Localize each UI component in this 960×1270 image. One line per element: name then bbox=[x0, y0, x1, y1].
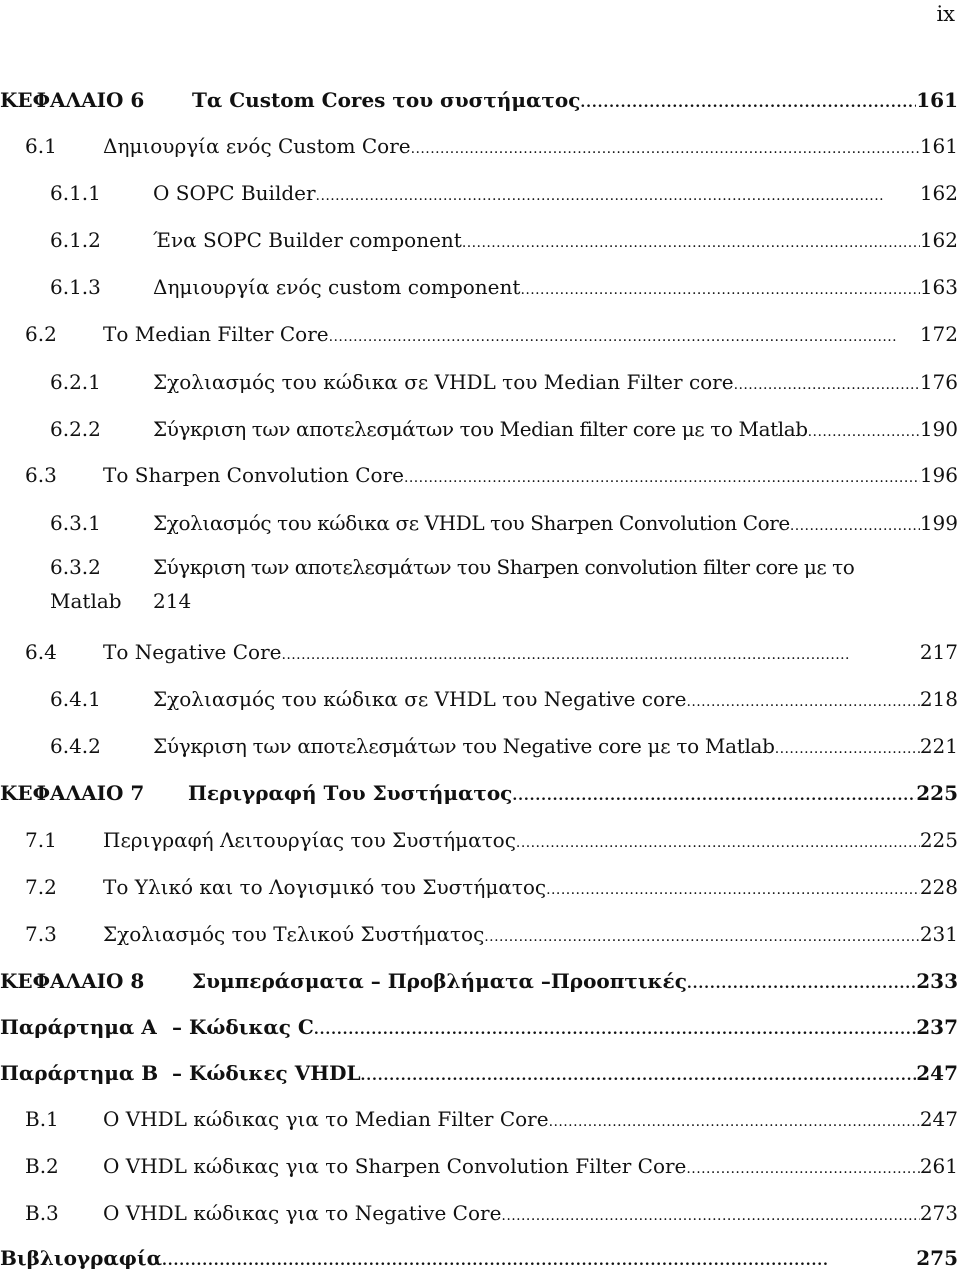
dot-leader bbox=[361, 1061, 917, 1085]
toc-section-7-1[interactable] bbox=[0, 818, 958, 852]
toc-appendix-a[interactable] bbox=[0, 1005, 958, 1039]
toc-title: Ο VHDL κώδικας για το Sharpen Convolution Filter Core bbox=[103, 1154, 687, 1178]
toc-number: 6.1.1 bbox=[50, 181, 101, 205]
toc-page: 273 bbox=[919, 1201, 958, 1225]
dot-leader bbox=[580, 88, 916, 112]
toc-page: 161 bbox=[916, 88, 958, 112]
dot-leader bbox=[734, 370, 920, 394]
toc-page: 162 bbox=[919, 228, 958, 252]
toc-number: 6.1.3 bbox=[50, 275, 101, 299]
toc-number: 6.4 bbox=[25, 640, 57, 664]
toc-number: Β.2 bbox=[25, 1154, 59, 1178]
toc-section-6-2-1[interactable] bbox=[0, 360, 958, 394]
toc-section-b-3[interactable] bbox=[0, 1191, 958, 1225]
toc-appendix-b[interactable] bbox=[0, 1051, 958, 1085]
toc-section-6-1-2[interactable] bbox=[0, 218, 958, 252]
toc-number: 6.2.2 bbox=[50, 417, 101, 441]
dot-leader bbox=[520, 275, 919, 299]
toc-section-6-3[interactable] bbox=[0, 453, 958, 487]
dot-leader bbox=[316, 181, 920, 205]
toc-section-6-3-1[interactable] bbox=[0, 501, 958, 535]
dot-leader bbox=[411, 134, 920, 158]
toc-title-continuation: Matlab bbox=[50, 589, 122, 613]
toc-page: 261 bbox=[919, 1154, 958, 1178]
toc-section-6-4-1[interactable] bbox=[0, 677, 958, 711]
toc-title: Ο VHDL κώδικας για το Median Filter Core bbox=[103, 1107, 549, 1131]
toc-title: Βιβλιογραφία bbox=[0, 1246, 162, 1270]
toc-number: Παράρτημα Β bbox=[0, 1061, 159, 1085]
toc-page: 176 bbox=[919, 370, 958, 394]
toc-number: Β.1 bbox=[25, 1107, 59, 1131]
toc-number: 6.2 bbox=[25, 322, 57, 346]
dot-leader bbox=[329, 322, 920, 346]
toc-page: 172 bbox=[919, 322, 958, 346]
page-number: ix bbox=[936, 2, 955, 26]
toc-page: 163 bbox=[919, 275, 958, 299]
toc-page: 218 bbox=[919, 687, 958, 711]
toc-title: Σχολιασμός του κώδικα σε VHDL του Sharpen Convolution Core bbox=[153, 511, 790, 535]
dot-leader bbox=[462, 228, 920, 252]
toc-section-7-3[interactable] bbox=[0, 912, 958, 946]
toc-page: 225 bbox=[916, 781, 958, 805]
dot-leader bbox=[162, 1246, 916, 1270]
toc-section-6-2[interactable] bbox=[0, 312, 958, 346]
toc-number: 7.2 bbox=[25, 875, 57, 899]
toc-page: 247 bbox=[919, 1107, 958, 1131]
toc-page: 231 bbox=[919, 922, 958, 946]
toc-section-6-1-1[interactable] bbox=[0, 171, 958, 205]
toc-number: 6.2.1 bbox=[50, 370, 101, 394]
toc-bibliography[interactable] bbox=[0, 1236, 958, 1270]
toc-chapter-6[interactable] bbox=[0, 78, 958, 112]
toc-section-6-1[interactable] bbox=[0, 124, 958, 158]
toc-title: – Κώδικες VHDL bbox=[172, 1061, 361, 1085]
toc-section-b-2[interactable] bbox=[0, 1144, 958, 1178]
toc-page: 233 bbox=[916, 969, 958, 993]
toc-number: 6.4.1 bbox=[50, 687, 101, 711]
toc-title: Σχολιασμός του κώδικα σε VHDL του Negative core bbox=[153, 687, 687, 711]
toc-title: Ο SOPC Builder bbox=[153, 181, 316, 205]
toc-number: 7.3 bbox=[25, 922, 57, 946]
toc-section-6-3-2[interactable] bbox=[0, 549, 958, 619]
toc-title: Το Negative Core bbox=[103, 640, 282, 664]
dot-leader bbox=[686, 687, 919, 711]
toc-title: Ο VHDL κώδικας για το Negative Core bbox=[103, 1201, 502, 1225]
toc-title: Συμπεράσματα – Προβλήματα –Προοπτικές bbox=[192, 969, 687, 993]
toc-title: Σύγκριση των αποτελεσμάτων του Sharpen convolution filter core με το bbox=[153, 555, 855, 579]
toc-page: 199 bbox=[919, 511, 958, 535]
toc-section-6-2-2[interactable] bbox=[0, 407, 958, 441]
toc-number: 6.4.2 bbox=[50, 734, 101, 758]
toc-title: Τα Custom Cores του συστήματος bbox=[192, 88, 581, 112]
toc-number: Β.3 bbox=[25, 1201, 59, 1225]
toc-number: 6.1.2 bbox=[50, 228, 101, 252]
toc-page: 275 bbox=[916, 1246, 958, 1270]
toc-number: 6.1 bbox=[25, 134, 57, 158]
toc-page: 162 bbox=[919, 181, 958, 205]
toc-page: 161 bbox=[919, 134, 958, 158]
dot-leader bbox=[501, 1201, 919, 1225]
toc-section-6-1-3[interactable] bbox=[0, 265, 958, 299]
toc-page: 221 bbox=[919, 734, 958, 758]
toc-number: ΚΕΦΑΛΑΙΟ 7 bbox=[0, 781, 145, 805]
toc-title: Σχολιασμός του κώδικα σε VHDL του Median Filter core bbox=[153, 370, 734, 394]
toc-page: 217 bbox=[919, 640, 958, 664]
dot-leader bbox=[790, 511, 920, 535]
dot-leader bbox=[516, 828, 920, 852]
dot-leader bbox=[775, 734, 920, 758]
dot-leader bbox=[686, 1154, 919, 1178]
toc-title: Σύγκριση των αποτελεσμάτων του Negative core με το Matlab bbox=[153, 734, 775, 758]
toc-page: 247 bbox=[916, 1061, 958, 1085]
toc-section-6-4-2[interactable] bbox=[0, 724, 958, 758]
toc-page: 228 bbox=[919, 875, 958, 899]
toc-number: 7.1 bbox=[25, 828, 57, 852]
dot-leader bbox=[546, 875, 920, 899]
toc-page: 225 bbox=[919, 828, 958, 852]
toc-title: Περιγραφή Λειτουργίας του Συστήματος bbox=[103, 828, 516, 852]
toc-title: Το Υλικό και το Λογισμικό του Συστήματος bbox=[103, 875, 547, 899]
toc-number: Παράρτημα Α bbox=[0, 1015, 157, 1039]
toc-title: Δημιουργία ενός custom component bbox=[153, 275, 521, 299]
toc-number: 6.3 bbox=[25, 463, 57, 487]
toc-page: 237 bbox=[916, 1015, 958, 1039]
toc-page: 214 bbox=[153, 589, 192, 613]
toc-title: Το Sharpen Convolution Core bbox=[103, 463, 404, 487]
toc-chapter-8[interactable] bbox=[0, 959, 958, 993]
toc-title: Το Median Filter Core bbox=[103, 322, 329, 346]
toc-section-7-2[interactable] bbox=[0, 865, 958, 899]
toc-number: 6.3.1 bbox=[50, 511, 101, 535]
toc-title: – Κώδικας C bbox=[172, 1015, 314, 1039]
dot-leader bbox=[687, 969, 916, 993]
toc-section-6-4[interactable] bbox=[0, 630, 958, 664]
toc-title: Σχολιασμός του Τελικού Συστήματος bbox=[103, 922, 485, 946]
toc-title: Δημιουργία ενός Custom Core bbox=[103, 134, 411, 158]
toc-number: ΚΕΦΑΛΑΙΟ 6 bbox=[0, 88, 145, 112]
toc-page: 196 bbox=[919, 463, 958, 487]
toc-title: Σύγκριση των αποτελεσμάτων του Median filter core με το Matlab bbox=[153, 417, 808, 441]
toc-number: 6.3.2 bbox=[50, 555, 101, 579]
toc-title: Περιγραφή Του Συστήματος bbox=[188, 781, 513, 805]
dot-leader bbox=[512, 781, 916, 805]
toc-section-b-1[interactable] bbox=[0, 1097, 958, 1131]
dot-leader bbox=[404, 463, 920, 487]
dot-leader bbox=[484, 922, 920, 946]
dot-leader bbox=[549, 1107, 920, 1131]
toc-page: 190 bbox=[919, 417, 958, 441]
toc-chapter-7[interactable] bbox=[0, 771, 958, 805]
toc-number: ΚΕΦΑΛΑΙΟ 8 bbox=[0, 969, 145, 993]
toc-title: Ένα SOPC Builder component bbox=[153, 228, 462, 252]
dot-leader bbox=[281, 640, 919, 664]
dot-leader bbox=[808, 417, 920, 441]
dot-leader bbox=[314, 1015, 916, 1039]
